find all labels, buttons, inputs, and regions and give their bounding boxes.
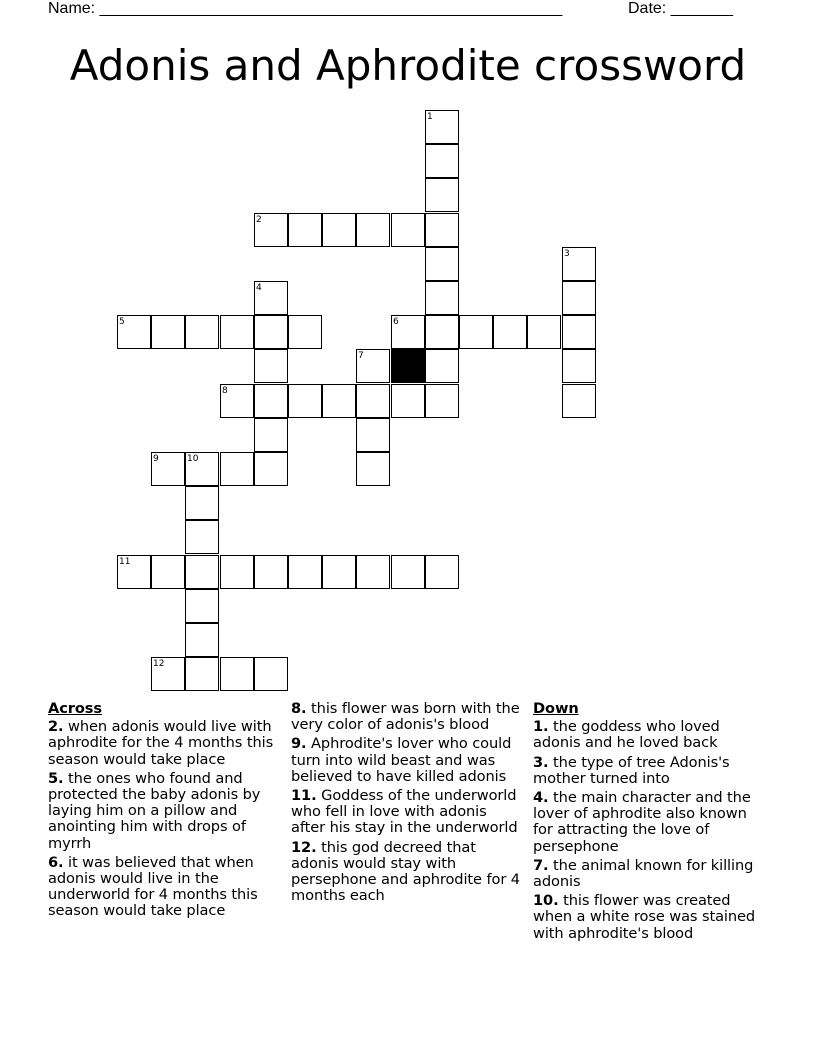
grid-cell[interactable] (527, 315, 561, 349)
grid-cell[interactable] (425, 144, 459, 178)
grid-cell[interactable] (220, 315, 254, 349)
grid-cell[interactable] (288, 213, 322, 247)
name-label: Name: ____________________________________________________ (48, 0, 563, 17)
clue-down: 1. the goddess who loved adonis and he loved back (533, 718, 720, 752)
grid-cell[interactable] (288, 315, 322, 349)
across-heading: Across (48, 700, 102, 717)
grid-cell[interactable] (425, 384, 459, 418)
clue-across: 9. Aphrodite's lover who could turn into wild beast and was believed to have killed adonis (291, 735, 512, 785)
date-label: Date: _______ (628, 0, 733, 17)
grid-cell[interactable] (562, 384, 596, 418)
clue-across: 8. this flower was born with the very color of adonis's blood (291, 700, 520, 734)
grid-cell[interactable] (220, 555, 254, 589)
grid-cell[interactable] (322, 384, 356, 418)
grid-cell[interactable] (254, 452, 288, 486)
clue-across: 2. when adonis would live with aphrodite for the 4 months this season would take place (48, 718, 274, 768)
grid-cell[interactable] (459, 315, 493, 349)
clue-number-10: 10 (187, 454, 199, 464)
clue-across: 6. it was believed that when adonis would live in the underworld for 4 months this season would take place (48, 853, 258, 920)
grid-cell[interactable] (185, 315, 219, 349)
grid-cell[interactable] (356, 418, 390, 452)
grid-cell[interactable] (254, 657, 288, 691)
grid-cell[interactable] (254, 384, 288, 418)
grid-cell[interactable] (254, 349, 288, 383)
clue-number-6: 6 (393, 317, 399, 327)
grid-cell[interactable] (425, 555, 459, 589)
grid-cell[interactable] (391, 213, 425, 247)
clue-number-4: 4 (256, 283, 262, 293)
grid-cell[interactable] (151, 315, 185, 349)
grid-cell[interactable] (254, 418, 288, 452)
clue-down: 4. the main character and the lover of aphrodite also known for attracting the love of persephone (533, 789, 751, 855)
grid-cell[interactable] (220, 657, 254, 691)
grid-cell[interactable] (254, 315, 288, 349)
grid-cell[interactable] (185, 623, 219, 657)
grid-cell[interactable] (220, 452, 254, 486)
grid-cell[interactable] (185, 555, 219, 589)
clue-number-9: 9 (153, 454, 159, 464)
clue-number-1: 1 (427, 112, 433, 122)
grid-cell[interactable] (493, 315, 527, 349)
grid-cell[interactable] (425, 178, 459, 212)
clue-number-2: 2 (256, 215, 262, 225)
clue-across: 12. this god decreed that adonis would stay with persephone and aphrodite for 4 months each (291, 838, 520, 905)
grid-cell[interactable] (562, 349, 596, 383)
grid-cell[interactable] (391, 555, 425, 589)
grid-cell[interactable] (322, 555, 356, 589)
grid-cell[interactable] (185, 520, 219, 554)
clue-across: 5. the ones who found and protected the baby adonis by laying him on a pillow and anointing him with drops of myrrh (48, 769, 261, 852)
grid-cell[interactable] (356, 213, 390, 247)
grid-cell[interactable] (391, 384, 425, 418)
grid-cell[interactable] (356, 555, 390, 589)
clue-number-8: 8 (222, 386, 228, 396)
grid-cell[interactable] (562, 315, 596, 349)
grid-cell[interactable] (425, 213, 459, 247)
down-clues (533, 701, 765, 945)
clue-down: 7. the animal known for killing adonis (533, 856, 754, 891)
clue-number-5: 5 (119, 317, 125, 327)
clue-number-3: 3 (564, 249, 570, 259)
grid-cell[interactable] (425, 349, 459, 383)
clue-number-12: 12 (153, 659, 165, 669)
black-square (391, 349, 425, 383)
grid-cell[interactable] (254, 555, 288, 589)
grid-cell[interactable] (356, 384, 390, 418)
clue-number-11: 11 (119, 557, 131, 567)
grid-cell[interactable] (322, 213, 356, 247)
grid-cell[interactable] (185, 657, 219, 691)
across-clues-continued (291, 701, 523, 907)
grid-cell[interactable] (562, 281, 596, 315)
grid-cell[interactable] (288, 555, 322, 589)
across-clues (48, 701, 280, 923)
grid-cell[interactable] (185, 589, 219, 623)
grid-cell[interactable] (185, 486, 219, 520)
clue-down: 10. this flower was created when a white rose was stained with aphrodite's blood (533, 892, 756, 942)
clue-down: 3. the type of tree Adonis's mother turned into (533, 753, 730, 787)
grid-cell[interactable] (356, 452, 390, 486)
clue-number-7: 7 (358, 351, 364, 361)
grid-cell[interactable] (151, 555, 185, 589)
down-heading: Down (533, 700, 579, 717)
grid-cell[interactable] (425, 315, 459, 349)
grid-cell[interactable] (425, 247, 459, 281)
clue-across: 11. Goddess of the underworld who fell in love with adonis after his stay in the underworld (291, 787, 518, 837)
grid-cell[interactable] (288, 384, 322, 418)
page-title: Adonis and Aphrodite crossword (69, 41, 747, 90)
grid-cell[interactable] (425, 281, 459, 315)
